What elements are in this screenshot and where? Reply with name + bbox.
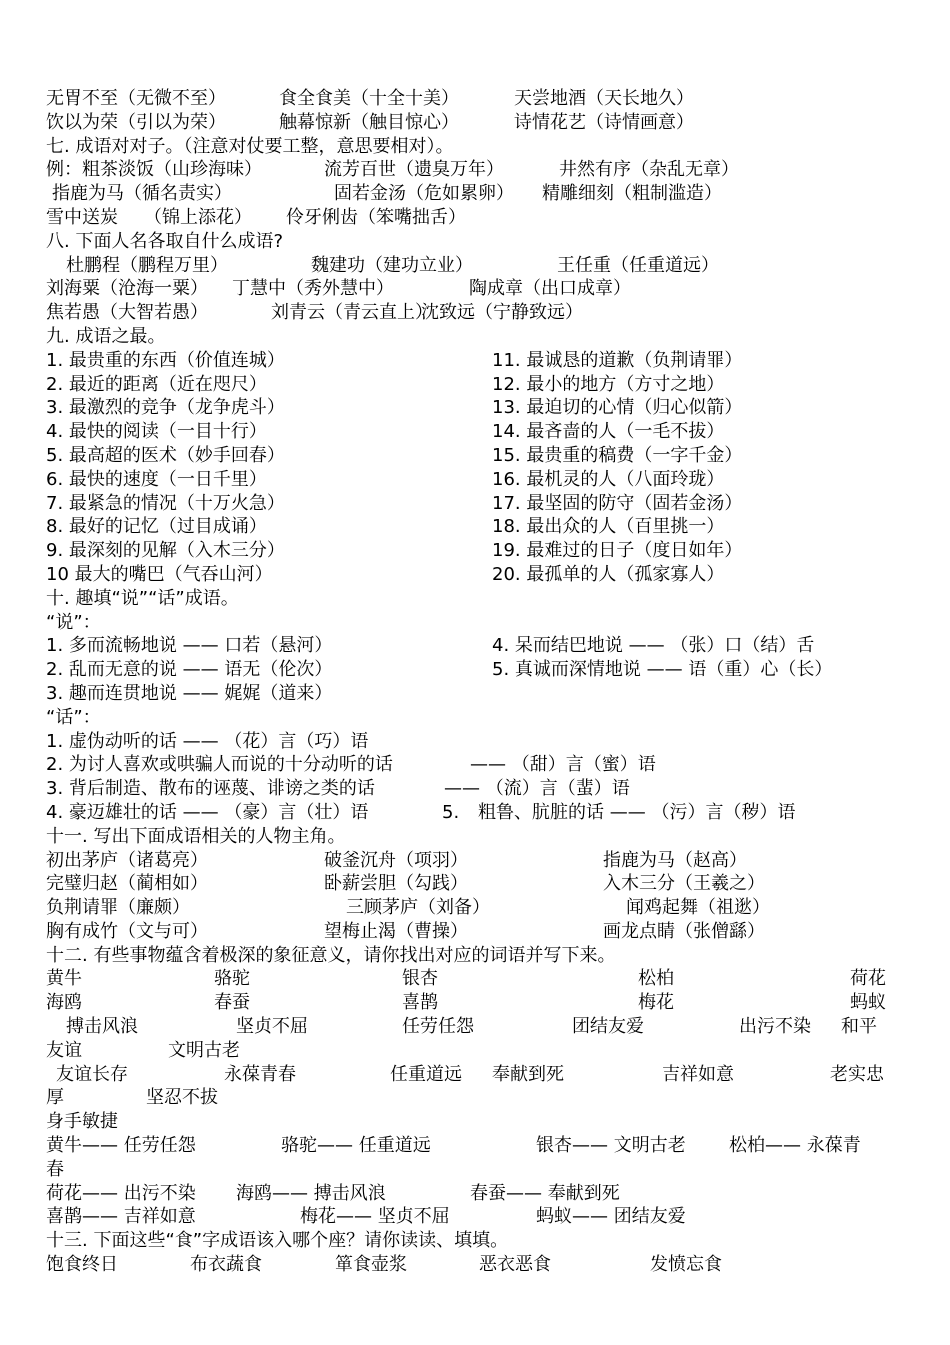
text-segment: 无胃不至（无微不至） bbox=[46, 88, 226, 109]
text-segment: 春 bbox=[46, 1158, 64, 1180]
text-segment: 流芳百世（遗臭万年） bbox=[324, 159, 504, 181]
text-segment: 5. 最高超的医术（妙手回春） bbox=[46, 444, 285, 466]
text-line bbox=[46, 682, 906, 706]
text-line bbox=[46, 230, 906, 254]
text-segment: 固若金汤（危如累卵） bbox=[334, 183, 514, 205]
text-line bbox=[46, 896, 906, 920]
text-segment: 初出茅庐（诸葛亮） bbox=[46, 849, 208, 871]
text-segment: 友谊长存 bbox=[56, 1063, 128, 1085]
text-line bbox=[46, 396, 906, 420]
text-segment: 井然有序（杂乱无章） bbox=[559, 159, 739, 181]
text-line bbox=[46, 492, 906, 516]
text-segment: 17. 最坚固的防守（固若金汤） bbox=[492, 492, 743, 514]
text-line bbox=[46, 325, 906, 349]
text-segment: 陶成章（出口成章） bbox=[469, 278, 631, 300]
text-segment: 指鹿为马（循名责实） bbox=[52, 183, 232, 205]
text-line bbox=[46, 301, 906, 325]
text-line bbox=[46, 753, 906, 777]
text-line bbox=[46, 563, 906, 587]
text-segment: 卧薪尝胆（勾践） bbox=[324, 873, 468, 895]
text-segment: 骆驼—— 任重道远 bbox=[281, 1135, 431, 1157]
text-segment: 6. 最快的速度（一日千里） bbox=[46, 468, 267, 490]
text-segment: 春蚕—— 奉献到死 bbox=[470, 1182, 620, 1204]
text-line bbox=[46, 849, 906, 873]
text-segment: 春蚕 bbox=[214, 992, 250, 1014]
text-line bbox=[46, 277, 906, 301]
text-line bbox=[46, 1039, 906, 1063]
text-segment: 19. 最难过的日子（度日如年） bbox=[492, 540, 743, 562]
text-line bbox=[46, 967, 906, 991]
text-line bbox=[46, 158, 906, 182]
text-segment: 破釜沉舟（项羽） bbox=[324, 849, 468, 871]
text-segment: 5. bbox=[442, 801, 460, 823]
text-segment: 入木三分（王羲之） bbox=[603, 873, 765, 895]
text-segment: 坚贞不屈 bbox=[236, 1016, 308, 1038]
text-segment: 1. 多而流畅地说 —— 口若（悬河） bbox=[46, 635, 333, 657]
text-segment: 坚忍不拔 bbox=[146, 1087, 218, 1109]
text-segment: 奉献到死 bbox=[492, 1063, 564, 1085]
text-segment: 银杏—— 文明古老 bbox=[536, 1135, 686, 1157]
text-segment: 2. 乱而无意的说 —— 语无（伦次） bbox=[46, 659, 333, 681]
text-line bbox=[46, 825, 906, 849]
text-line bbox=[46, 468, 906, 492]
text-line bbox=[46, 1182, 906, 1206]
text-segment: 饮以为荣（引以为荣） bbox=[46, 111, 226, 133]
text-segment: 9. 最深刻的见解（入木三分） bbox=[46, 540, 285, 562]
text-segment: 文明古老 bbox=[168, 1039, 240, 1061]
text-segment: 永葆青春 bbox=[224, 1063, 296, 1085]
text-segment: 任劳任怨 bbox=[402, 1016, 474, 1038]
text-segment: 丁慧中（秀外慧中） bbox=[232, 278, 394, 300]
text-segment: 3. 最激烈的竞争（龙争虎斗） bbox=[46, 397, 285, 419]
text-line bbox=[46, 587, 906, 611]
text-segment: 蚂蚁—— 团结友爱 bbox=[536, 1206, 686, 1228]
text-segment: 十. 趣填“说”“话”成语。 bbox=[46, 587, 239, 609]
text-segment: 14. 最吝啬的人（一毛不拔） bbox=[492, 421, 725, 443]
text-segment: 和平 bbox=[841, 1016, 877, 1038]
text-segment: 吉祥如意 bbox=[662, 1063, 734, 1085]
text-line bbox=[46, 206, 906, 230]
text-segment: 闻鸡起舞（祖逖） bbox=[626, 897, 770, 919]
text-segment: 4. 豪迈雄壮的话 —— （豪）言（壮）语 bbox=[46, 801, 369, 823]
text-segment: 画龙点睛（张僧繇） bbox=[603, 920, 765, 942]
text-segment: 刘青云（青云直上） bbox=[271, 302, 433, 324]
text-segment: 任重道远 bbox=[390, 1063, 462, 1085]
text-segment: 焦若愚（大智若愚） bbox=[46, 302, 208, 324]
text-segment: 2. 最近的距离（近在咫尺） bbox=[46, 373, 267, 395]
text-segment: 银杏 bbox=[402, 968, 438, 990]
text-segment: 蚂蚁 bbox=[850, 992, 886, 1014]
text-segment: 杜鹏程（鹏程万里） bbox=[66, 254, 228, 276]
text-line bbox=[46, 1086, 906, 1110]
text-segment: 厚 bbox=[46, 1087, 64, 1109]
text-segment: 触幕惊新（触目惊心） bbox=[279, 111, 459, 133]
text-segment: 完璧归赵（蔺相如） bbox=[46, 873, 208, 895]
text-segment: 5. 真诚而深情地说 —— 语（重）心（长） bbox=[492, 659, 833, 681]
text-segment: —— （甜）言（蜜）语 bbox=[470, 754, 656, 776]
text-segment: 15. 最贵重的稿费（一字千金） bbox=[492, 444, 743, 466]
text-line bbox=[46, 515, 906, 539]
text-segment: 箪食壶浆 bbox=[335, 1254, 407, 1276]
text-segment: 刘海粟（沧海一粟） bbox=[46, 278, 208, 300]
text-segment: 海鸥 bbox=[46, 992, 82, 1014]
text-segment: 11. 最诚恳的道歉（负荆请罪） bbox=[492, 349, 743, 371]
text-segment: 王任重（任重道远） bbox=[557, 254, 719, 276]
text-line bbox=[46, 444, 906, 468]
text-segment: 团结友爱 bbox=[572, 1016, 644, 1038]
text-line bbox=[46, 1205, 906, 1229]
text-line bbox=[46, 611, 906, 635]
text-segment: 伶牙俐齿（笨嘴拙舌） bbox=[286, 206, 466, 228]
text-segment: （锦上添花） bbox=[144, 206, 252, 228]
text-segment: 10 最大的嘴巴（气吞山河） bbox=[46, 563, 273, 585]
text-segment: 4. 最快的阅读（一目十行） bbox=[46, 421, 267, 443]
text-segment: 粗鲁、肮脏的话 —— （污）言（秽）语 bbox=[478, 801, 796, 823]
text-segment: 松柏 bbox=[638, 968, 674, 990]
text-segment: 荷花 bbox=[850, 968, 886, 990]
text-segment: 梅花—— 坚贞不屈 bbox=[300, 1206, 450, 1228]
text-segment: 喜鹊 bbox=[402, 992, 438, 1014]
text-line bbox=[46, 349, 906, 373]
text-segment: 黄牛—— 任劳任怨 bbox=[46, 1135, 196, 1157]
text-line bbox=[46, 801, 906, 825]
text-segment: 十一. 写出下面成语相关的人物主角。 bbox=[46, 825, 346, 847]
text-segment: 1. 虚伪动听的话 —— （花）言（巧）语 bbox=[46, 730, 369, 752]
text-segment: 负荆请罪（廉颇） bbox=[46, 897, 190, 919]
text-line bbox=[46, 1253, 906, 1277]
text-segment: 16. 最机灵的人（八面玲珑） bbox=[492, 468, 725, 490]
text-segment: “说”： bbox=[46, 611, 101, 633]
text-segment: 七. 成语对对子。（注意对仗要工整，意思要相对）。 bbox=[46, 135, 454, 157]
text-segment: 骆驼 bbox=[214, 968, 250, 990]
text-line bbox=[46, 706, 906, 730]
text-segment: 搏击风浪 bbox=[66, 1016, 138, 1038]
text-segment: 精雕细刻（粗制滥造） bbox=[542, 183, 722, 205]
text-line bbox=[46, 182, 906, 206]
text-segment: 海鸥—— 搏击风浪 bbox=[236, 1182, 386, 1204]
text-segment: 天尝地酒（天长地久） bbox=[514, 88, 694, 109]
text-segment: 20. 最孤单的人（孤家寡人） bbox=[492, 563, 725, 585]
text-segment: 指鹿为马（赵高） bbox=[603, 849, 747, 871]
text-line bbox=[46, 539, 906, 563]
text-segment: 胸有成竹（文与可） bbox=[46, 920, 208, 942]
text-segment: 12. 最小的地方（方寸之地） bbox=[492, 373, 725, 395]
text-line bbox=[46, 111, 906, 135]
text-segment: “话”： bbox=[46, 706, 101, 728]
text-segment: 十二. 有些事物蕴含着极深的象征意义，请你找出对应的词语并写下来。 bbox=[46, 944, 616, 966]
text-segment: 喜鹊—— 吉祥如意 bbox=[46, 1206, 196, 1228]
text-line bbox=[46, 730, 906, 754]
text-segment: 3. 趣而连贯地说 —— 娓娓（道来） bbox=[46, 682, 333, 704]
text-line bbox=[46, 1063, 906, 1087]
text-segment: 8. 最好的记忆（过目成诵） bbox=[46, 516, 267, 538]
text-segment: 九. 成语之最。 bbox=[46, 325, 166, 347]
text-segment: 诗情花艺（诗情画意） bbox=[514, 111, 694, 133]
text-segment: 1. 最贵重的东西（价值连城） bbox=[46, 349, 285, 371]
text-segment: 饱食终日 bbox=[46, 1254, 118, 1276]
text-line bbox=[46, 254, 906, 278]
text-segment: 恶衣恶食 bbox=[479, 1254, 551, 1276]
text-segment: 食全食美（十全十美） bbox=[279, 88, 459, 109]
text-segment: 3. 背后制造、散布的诬蔑、诽谤之类的话 bbox=[46, 778, 375, 800]
document-body bbox=[46, 87, 906, 1277]
text-line bbox=[46, 135, 906, 159]
text-line bbox=[46, 658, 906, 682]
text-segment: 八. 下面人名各取自什么成语? bbox=[46, 230, 283, 252]
text-segment: 身手敏捷 bbox=[46, 1111, 118, 1133]
text-segment: 十三. 下面这些“食”字成语该入哪个座？请你读读、填填。 bbox=[46, 1230, 509, 1252]
text-segment: 梅花 bbox=[638, 992, 674, 1014]
text-line bbox=[46, 991, 906, 1015]
text-segment: 4. 呆而结巴地说 —— （张）口（结）舌 bbox=[492, 635, 815, 657]
text-segment: 13. 最迫切的心情（归心似箭） bbox=[492, 397, 743, 419]
text-line bbox=[46, 1134, 906, 1158]
text-segment: 发愤忘食 bbox=[650, 1254, 722, 1276]
text-segment: 三顾茅庐（刘备） bbox=[346, 897, 490, 919]
text-line bbox=[46, 634, 906, 658]
text-segment: 例：粗茶淡饭（山珍海味） bbox=[46, 159, 262, 181]
text-segment: 老实忠 bbox=[830, 1063, 884, 1085]
text-segment: 黄牛 bbox=[46, 968, 82, 990]
text-line bbox=[46, 87, 906, 111]
text-segment: 友谊 bbox=[46, 1039, 82, 1061]
text-line bbox=[46, 1229, 906, 1253]
text-segment: 沈致远（宁静致远） bbox=[421, 302, 583, 324]
text-line bbox=[46, 920, 906, 944]
text-segment: 雪中送炭 bbox=[46, 206, 118, 228]
text-line bbox=[46, 1015, 906, 1039]
text-segment: 7. 最紧急的情况（十万火急） bbox=[46, 492, 285, 514]
text-segment: 荷花—— 出污不染 bbox=[46, 1182, 196, 1204]
text-segment: —— （流）言（蜚）语 bbox=[444, 778, 630, 800]
text-segment: 魏建功（建功立业） bbox=[311, 254, 473, 276]
text-segment: 出污不染 bbox=[739, 1016, 811, 1038]
text-line bbox=[46, 373, 906, 397]
text-line bbox=[46, 420, 906, 444]
text-line bbox=[46, 1158, 906, 1182]
text-segment: 望梅止渴（曹操） bbox=[324, 920, 468, 942]
text-line bbox=[46, 944, 906, 968]
text-line bbox=[46, 1110, 906, 1134]
text-segment: 18. 最出众的人（百里挑一） bbox=[492, 516, 725, 538]
text-line bbox=[46, 777, 906, 801]
text-segment: 布衣蔬食 bbox=[190, 1254, 262, 1276]
text-segment: 松柏—— 永葆青 bbox=[729, 1135, 861, 1157]
text-line bbox=[46, 872, 906, 896]
text-segment: 2. 为讨人喜欢或哄骗人而说的十分动听的话 bbox=[46, 754, 393, 776]
